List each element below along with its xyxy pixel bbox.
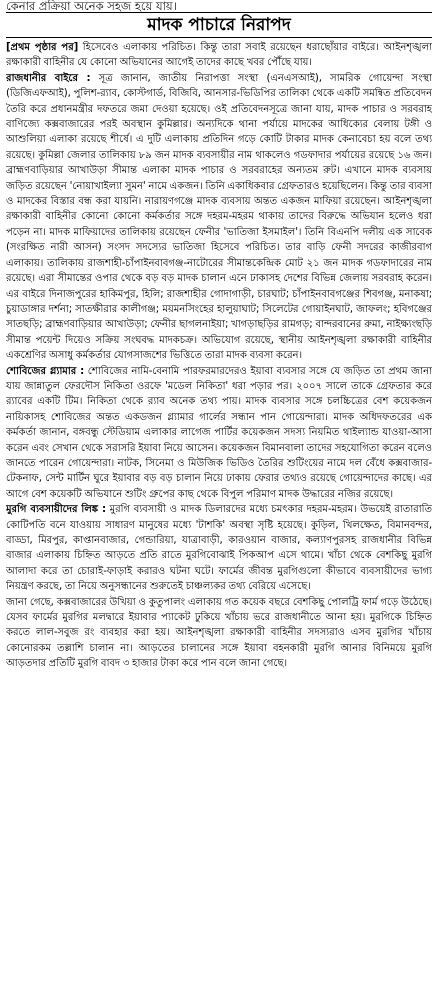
paragraph-lead: রাজধানীর বাইরে :: [6, 72, 91, 84]
paragraph-lead: শোবিজের গ্ল্যামার :: [6, 365, 85, 377]
paragraph-poultry-link: [6, 502, 432, 594]
paragraph-outside-capital: [6, 71, 432, 364]
article-body: [6, 40, 432, 1000]
paragraph-text: শোবিজের নামি-বেনামি পারফরমারদেরও ইয়াবা ব্যবসার সঙ্গে যে জড়িত তা প্রথম জানা যায় জান্নাতুল ফেরদৌস নিকিতা ওরফে 'মডেল নিকিতা' ধরা পড়ার পর। ২০০৭ সালে তাকে গ্রেফতার করে র‍্যাবের একটি টিম। নিকিতা থেকে র‍্যাব অনেক তথ্য পায়। মাদক ব্যবসার সঙ্গে চলচ্চিত্রের বেশ কয়েকজন নায়িকাসহ শোবিজের অন্তত একডজন গ্ল্যামার গার্লের সন্ধান পান গোয়েন্দারা। মাদক অধিদফতরের এক কর্মকর্তা জানান, বঙ্গবন্ধু স্টেডিয়াম এলাকার লাগেজ পার্টির কয়েকজন সদস্য নিয়মিত থাইল্যান্ড যাওয়া-আসা করেন এবং সেখান থেকে সরাসরি ইয়াবা নিয়ে আসেন। কয়েকজন বিমানবালা তাদের সহযোগিতা করেন বলেও জানতে পারেন গোয়েন্দারা। নাটক, সিনেমা ও মিউজিক ভিডিও তৈরির শুটিংয়ের নামে দল বেঁধে কক্সবাজার-টেকনাফ, সেন্ট মার্টিন ঘুরে ইয়াবার বড় বড় চালান নিয়ে ঢাকায় ফেরার তথ্যও রয়েছে গোয়েন্দাদের কাছে। এর আগে বেশ কয়েকটি অভিযানে শুটিং গ্রুপের কাছ থেকে বিপুল পরিমাণ মাদক উদ্ধারের নজির রয়েছে।: [6, 365, 432, 500]
headline-top-rule: [6, 12, 432, 13]
headline-bottom-rule: [6, 37, 432, 38]
paragraph-continuation: [6, 40, 432, 71]
article-headline: মাদক পাচারে নিরাপদ: [147, 15, 291, 35]
paragraph-showbiz-glamour: [6, 364, 432, 503]
paragraph-text: সূত্র জানান, জাতীয় নিরাপত্তা সংস্থা (এনএসআই), সামরিক গোয়েন্দা সংস্থা (ডিজিএফআই), পুলিশ-র‍্যাব, কোস্টগার্ড, বিজিবি, আনসার-ভিডিপির তালিকা থেকে একটি সমন্বিত প্রতিবেদন তৈরি করে প্রধানমন্ত্রীর দফতরে জমা দেওয়া হয়েছে। ওই প্রতিবেদনসূত্রে জানা যায়, মাদক পাচার ও সরবরাহ বাণিজ্যে কক্সবাজারের পরই অবস্থান কুমিল্লার। অন্যদিকে থানা পর্যায়ে মাদকের আধিক্যের বেলায় টঙ্গী ও আশুলিয়া এলাকা রয়েছে শীর্ষে। এ দুটি এলাকায় প্রতিদিন গড়ে কোটি টাকার মাদক কেনাবেচা হয় বলে তথ্য রয়েছে। কুমিল্লা জেলার তালিকায় ৮৯ জন মাদক ব্যবসায়ীর নাম থাকলেও গডফাদার পর্যায়ের রয়েছে ১৬ জন। ব্রাহ্মণবাড়িয়ার আখাউড়া সীমান্ত এলাকা মাদক পাচার ও সরবরাহের অন্যতম রুট। এখানে মাদক ব্যবসায় জড়িত রয়েছেন 'নোয়াখাইল্যা সুমন' নামে একজন। তিনি একাধিকবার গ্রেফতারও হয়েছিলেন। কিন্তু তার ব্যবসা ও মাদকের বিস্তার বন্ধ করা যায়নি। নারায়ণগঞ্জে মাদক ব্যবসায় অন্তত একজন মাফিয়া রয়েছেন। আইনশৃঙ্খলা রক্ষাকারী বাহিনীর কোনো কোনো কর্মকর্তার সঙ্গে দহরম-মহরম থাকায় তাদের বিরুদ্ধে অভিযান হলেও ধরা পড়েন না। মাদক মাফিয়াদের তালিকায় রয়েছেন ফেনীর 'ভাতিজা ইসমাইল'। তিনি বিএনপি দলীয় এক সাবেক (সংরক্ষিত নারী আসন) সংসদ সদস্যের ভাতিজা হিসেবে পরিচিত। তার বাড়ি ফেনী সদরের কাজীরবাগ এলাকায়। তালিকায় রাজশাহী-চাঁপাইনবাবগঞ্জ-নাটোরের সীমান্তকেন্দ্রিক মোট ২১ জন মাদক গডফাদারের নাম রয়েছে। এরা সীমান্তের ওপার থেকে বড় বড় মাদক চালান এনে ঢাকাসহ দেশের বিভিন্ন জেলায় সরবরাহ করেন। এর বাইরে দিনাজপুরের হাকিমপুর, হিলি; রাজশাহীর গোদাগাড়ী, চারঘাট; চাঁপাইনবাবগঞ্জের শিবগঞ্জ, মনাকষা; চুয়াডাঙ্গার দর্শনা; সাতক্ষীরার কালীগঞ্জ; ময়মনসিংহের হালুয়াঘাট; সিলেটের গোয়াইনঘাট, জাফলং; হবিগঞ্জের সাতছড়ি; ব্রাহ্মণবাড়িয়ার আখাউড়া; ফেনীর ছাগলনাইয়া; খাগড়াছড়ির রামগড়; বান্দরবানের রুমা, নাইক্ষ্যংছড়ি সীমান্ত পয়েন্ট দিয়েও সক্রিয় সংঘবদ্ধ মাদকচক্র। অভিযোগ রয়েছে, স্থানীয় আইনশৃঙ্খলা রক্ষাকারী বাহিনীর একশ্রেণির অসাধু কর্মকর্তার যোগসাজশের ভিত্তিতে তারা মাদক ব্যবসা করেন।: [6, 72, 432, 362]
paragraph-lead: মুরগি ব্যবসায়ীদের লিঙ্ক :: [6, 504, 106, 516]
previous-article-last-line: কেনার প্রক্রিয়া অনেক সহজ হয়ে যায়।: [6, 0, 177, 12]
paragraph-text: জানা গেছে, কক্সবাজারের উখিয়া ও কুতুপালং এলাকায় গত কয়েক বছরে বেশকিছু পোলট্রি ফার্ম গড়ে উঠেছে। যেসব ফার্মের মুরগির মলদ্বারে ইয়াবার প্যাকেট ঢুকিয়ে খাঁচায় ভরে রাজধানীতে আনা হয়। মুরগিকে চিহ্নিত করতে লাল-সবুজ রং ব্যবহার করা হয়। আইনশৃঙ্খলা রক্ষাকারী বাহিনীর সদস্যরাও এসব মুরগির খাঁচায় কোনোরকম তল্লাশি চালান না। আড়তের চালানের সঙ্গে ইয়াবা বহনকারী মুরগি আনার বিনিময়ে মুরগি আড়তদার প্রতিটি মুরগি বাবদ ৩ হাজার টাকা করে পান বলে জানা গেছে।: [6, 596, 432, 670]
paragraph-text: হিসেবেও এলাকায় পরিচিত। কিন্তু তারা সবাই রয়েছেন ধরাছোঁয়ার বাইরে। আইনশৃঙ্খলা রক্ষাকারী বাহিনীর যে কোনো অভিযানের আগেই তাদের কাছে খবর পৌঁছে যায়।: [6, 42, 432, 69]
paragraph-text: মুরগি ব্যবসায়ী ও মাদক ডিলারদের মধ্যে চমৎকার দহরম-মহরম। উভয়েই রাতারাতি কোটিপতি বনে যাওয়ায় সাধারণ মানুষের মধ্যে 'টাশকি' অবস্থা সৃষ্টি হয়েছে। কুড়িল, খিলক্ষেত, বিমানবন্দর, বাড্ডা, মিরপুর, কাপ্তানবাজার, গেন্ডারিয়া, যাত্রাবাড়ী, কারওয়ান বাজার, কল্যাণপুরসহ রাজধানীর বিভিন্ন বাজার এলাকায় চিহ্নিত আড়তে প্রতি রাতে মুরগিবোঝাই পিকআপ এসে থামে। খাঁচা থেকে বেশকিছু মুরগি আলাদা করে তা চোরাই-ফাড়াই করারও ঘটনা ঘটে। ফার্মের জীবন্ত মুরগিগুলো কীভাবে ব্যবসায়ীদের ভাগ্য নিয়ন্ত্রণ করছে, তা নিয়ে অনুসন্ধানের শুরুতেই চাঞ্চল্যকর তথ্য বেরিয়ে এসেছে।: [6, 504, 432, 593]
paragraph-lead: [প্রথম পৃষ্ঠার পর]: [6, 42, 79, 53]
paragraph-coxs-bazar-farms: [6, 595, 432, 672]
